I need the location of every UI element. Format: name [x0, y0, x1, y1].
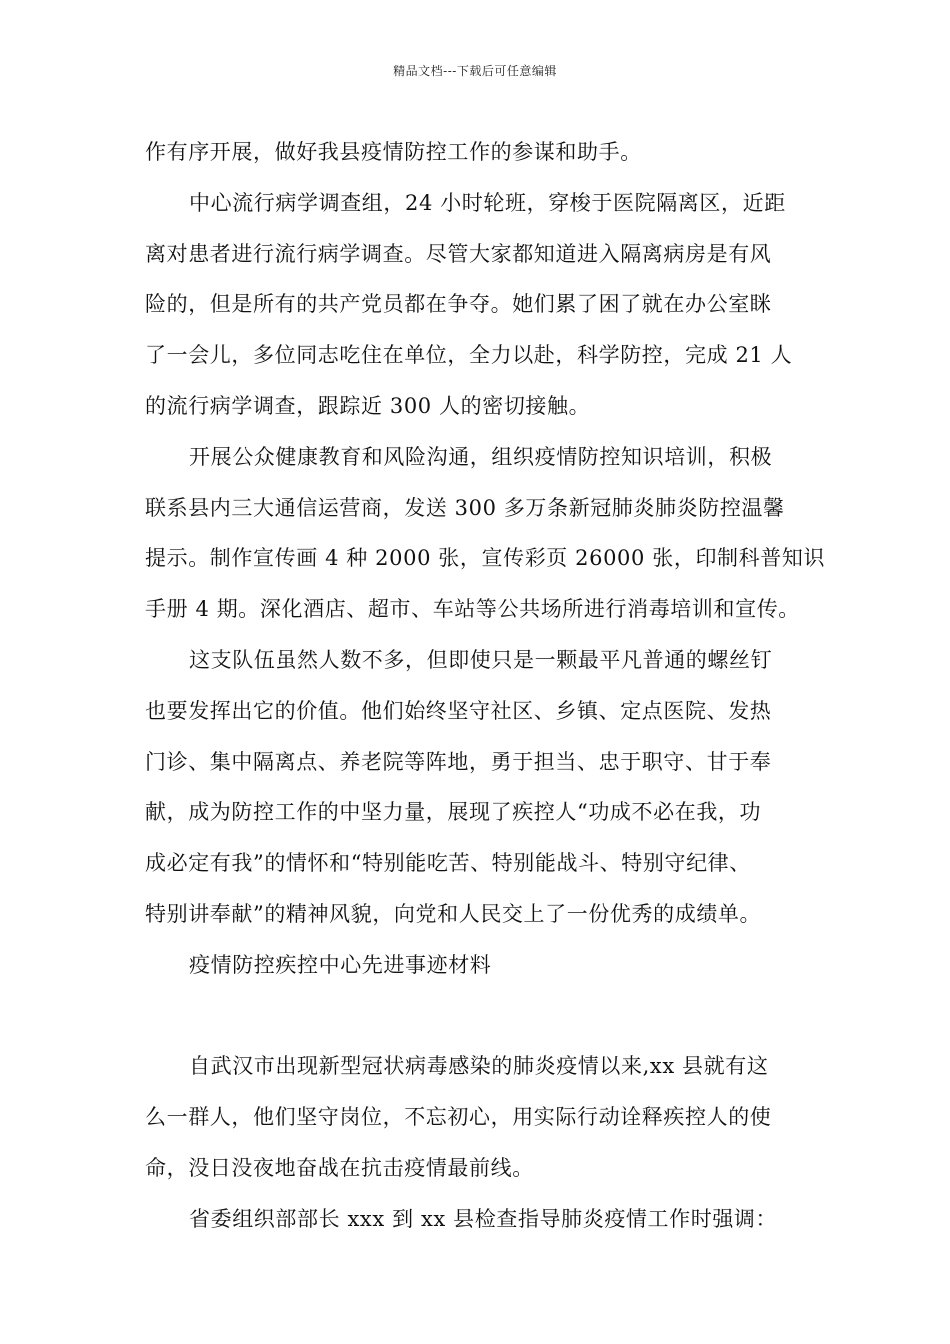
paragraph-first-line: 这支队伍虽然人数不多，但即使只是一颗最平凡普通的螺丝钉: [189, 647, 773, 672]
text-line: 手册 4 期。深化酒店、超市、车站等公共场所进行消毒培训和宣传。: [145, 597, 800, 622]
text-line: 成必定有我”的情怀和“特别能吃苦、特别能战斗、特别守纪律、: [145, 851, 751, 876]
text-line: 作有序开展，做好我县疫情防控工作的参谋和助手。: [145, 140, 642, 164]
paragraph-first-line: 省委组织部部长 xxx 到 xx 县检查指导肺炎疫情工作时强调：: [189, 1206, 778, 1231]
text-line: 离对患者进行流行病学调查。尽管大家都知道进入隔离病房是有风: [145, 241, 772, 266]
paragraph-first-line: 自武汉市出现新型冠状病毒感染的肺炎疫情以来,xx 县就有这: [189, 1054, 769, 1079]
text-line: 献，成为防控工作的中坚力量，展现了疾控人“功成不必在我，功: [145, 800, 762, 825]
text-line: 险的，但是所有的共产党员都在争夺。她们累了困了就在办公室眯: [145, 292, 772, 317]
text-line: 提示。制作宣传画 4 种 2000 张，宣传彩页 26000 张，印制科普知识: [145, 546, 826, 571]
text-line: 命，没日没夜地奋战在抗击疫情最前线。: [145, 1155, 534, 1180]
text-line: 了一会儿，多位同志吃住在单位，全力以赴，科学防控，完成 21 人: [145, 343, 793, 368]
paragraph-first-line: 开展公众健康教育和风险沟通，组织疫情防控知识培训，积极: [189, 444, 773, 469]
section-title: 疫情防控疾控中心先进事迹材料: [189, 952, 492, 977]
text-line: 也要发挥出它的价值。他们始终坚守社区、乡镇、定点医院、发热: [145, 698, 772, 723]
text-line: 特别讲奉献”的精神风貌，向党和人民交上了一份优秀的成绩单。: [145, 901, 762, 926]
text-line: 门诊、集中隔离点、养老院等阵地，勇于担当、忠于职守、甘于奉: [145, 749, 772, 774]
paragraph-first-line: 中心流行病学调查组，24 小时轮班，穿梭于医院隔离区，近距: [189, 190, 786, 215]
text-line: 联系县内三大通信运营商，发送 300 多万条新冠肺炎肺炎防控温馨: [145, 495, 785, 520]
document-body: [145, 127, 826, 1245]
blank-line: [145, 991, 805, 1042]
text-line: 的流行病学调查，跟踪近 300 人的密切接触。: [145, 393, 591, 418]
text-line: 么一群人，他们坚守岗位，不忘初心，用实际行动诠释疾控人的使: [145, 1105, 772, 1130]
page-header: 精品文档---下载后可任意编辑: [393, 64, 557, 78]
